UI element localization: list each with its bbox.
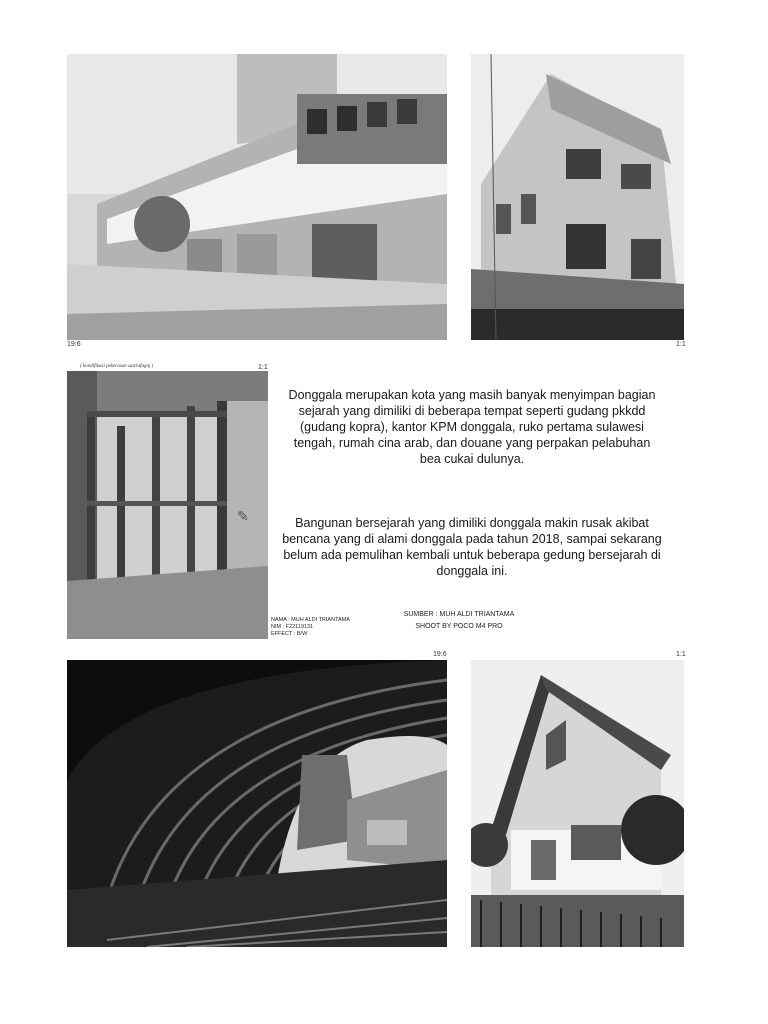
ratio-label-top-left: 19:6 [67, 341, 81, 348]
meta-effect: EFFECT : B/W [271, 631, 308, 637]
paragraph-history: Donggala merupakan kota yang masih banyak menyimpan bagian sejarah yang dimiliki di beberapa tempat seperti gudang pkkdd (gudang kopra), kantor KPM donggala, ruko pertama sulawesi tengah, rumah cina arab, dan douane yang perpakan pelabuhan bea cukai dulunya. [288, 388, 656, 466]
photo-gable-house [471, 660, 684, 947]
photo-shophouse-row [67, 54, 447, 340]
photo-arched-warehouse [67, 660, 447, 947]
paragraph-damage: Bangunan bersejarah yang dimiliki donggala makin rusak akibat bencana yang di alami donggala pada tahun 2018, sampai sekarang belum ada pemulihan kembali untuk beberapa gedung bersejarah di donggala ini. [282, 516, 662, 578]
ratio-label-bottom-right: 1:1 [676, 651, 686, 658]
source-device: SHOOT BY POCO M4 PRO [415, 623, 503, 630]
source-info [384, 609, 534, 633]
photo-three-storey-building [471, 54, 684, 340]
photo-caption-middle-left: ( kondifikasi pekerasan sastrafagnj ) [80, 364, 154, 369]
source-author: SUMBER : MUH ALDI TRIANTAMA [403, 611, 515, 618]
photo-ruined-frame [67, 371, 268, 639]
ratio-label-middle-left: 1:1 [258, 364, 268, 371]
meta-info [271, 617, 350, 638]
meta-nim: NIM : F22119131 [271, 624, 314, 630]
svg-text:✎: ✎ [237, 509, 249, 525]
ratio-label-top-right: 1:1 [676, 341, 686, 348]
meta-name: NAMA : MUH ALDI TRIANTAMA [271, 617, 350, 623]
ratio-label-bottom-left: 19:6 [433, 651, 447, 658]
